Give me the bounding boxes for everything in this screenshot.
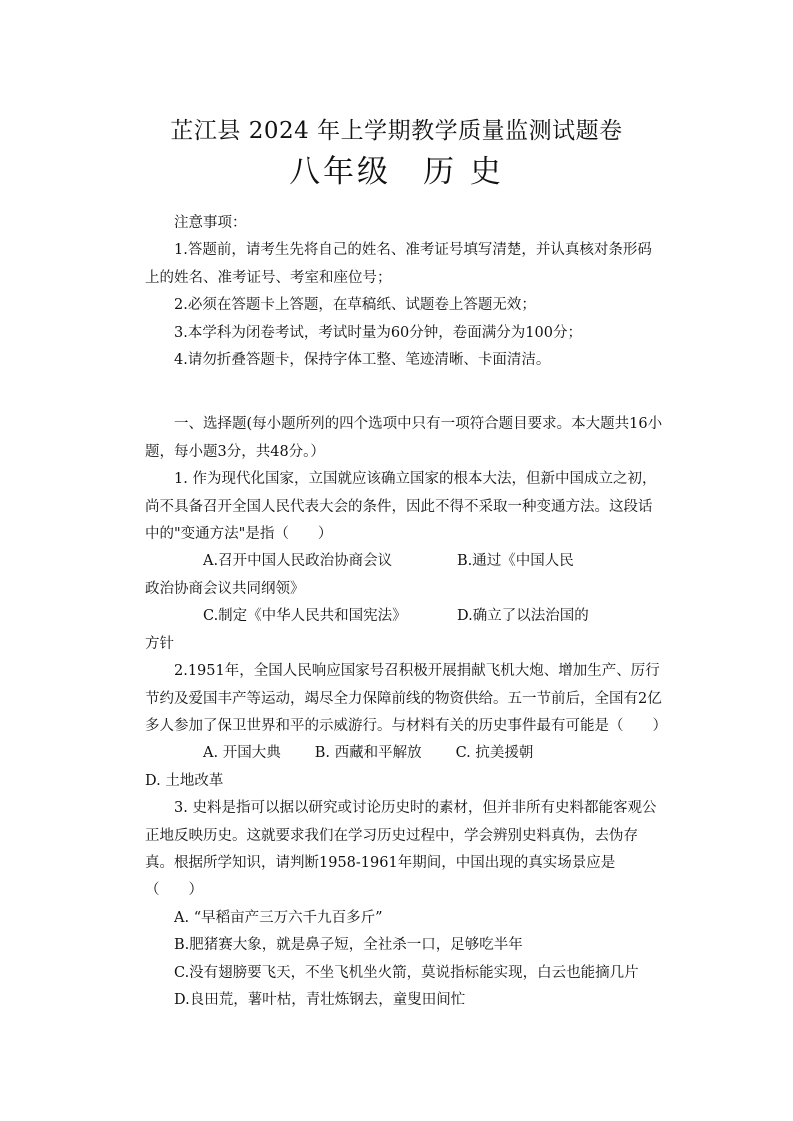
option-b-continued: 政治协商会议共同纲领》 [145, 580, 305, 597]
option-d: D. 土地改革 [145, 772, 224, 789]
notes-heading: 注意事项： [174, 215, 247, 231]
grade-label: 八年级 [289, 154, 392, 190]
option-c: C.没有翅膀要飞天，不坐飞机坐火箭，莫说指标能实现，白云也能摘几片 [174, 964, 639, 981]
question-2-options [145, 740, 665, 767]
option-c: C.制定《中华人民共和国宪法》 [203, 608, 407, 625]
question-3-stem: 3. 史料是指可以据以研究或讨论历史时的素材，但并非所有史料都能客观公正地反映历史。这就要求我们在学习历史过程中，学会辨别史料真伪，去伪存真。根据所学知识，请判断1958-1961年期间，中国出现的真实场景应是（ ） [145, 800, 657, 899]
exam-title: 芷江县 2024 年上学期教学质量监测试题卷 [170, 118, 623, 144]
option-b: B.肥猪赛大象，就是鼻子短，全社杀一口，足够吃半年 [174, 937, 523, 954]
subject-label: 历 史 [423, 154, 504, 190]
option-d-continued: 方针 [145, 635, 174, 652]
option-b: B. 西藏和平解放 [314, 745, 422, 762]
exam-content [145, 210, 665, 1014]
note-item: 3.本学科为闭卷考试，考试时量为60分钟，卷面满分为100分； [174, 324, 582, 341]
option-b: B.通过《中国人民 [457, 553, 574, 570]
option-a: A. “早稻亩产三万六千九百多斤” [174, 909, 383, 926]
section-heading: 一、选择题(每小题所列的四个选项中只有一项符合题目要求。本大题共16小题，每小题3分，共48分。） [145, 416, 663, 460]
option-c: C. 抗美援朝 [455, 745, 534, 762]
note-item: 4.请勿折叠答题卡，保持字体工整、笔迹清晰、卡面清洁。 [174, 352, 551, 369]
question-1-options-ab [145, 548, 665, 575]
note-item: 2.必须在答题卡上答题，在草稿纸、试题卷上答题无效； [174, 297, 536, 314]
question-1-options-cd [145, 603, 665, 630]
option-a: A.召开中国人民政治协商会议 [203, 553, 393, 570]
question-2-stem: 2.1951年，全国人民响应国家号召积极开展捐献飞机大炮、增加生产、厉行节约及爱国丰产等运动，竭尽全力保障前线的物资供给。五一节前后，全国有2亿多人参加了保卫世界和平的示威游行。与材料有关的历史事件最有可能是（ ） [145, 663, 667, 734]
grade-subject-heading [0, 146, 793, 191]
option-d: D.确立了以法治国的 [457, 608, 589, 625]
option-a: A. 开国大典 [203, 745, 281, 762]
option-d: D.良田荒，薯叶枯，青壮炼钢去，童叟田间忙 [174, 991, 466, 1008]
note-item: 1.答题前，请考生先将自己的姓名、准考证号填写清楚，并认真核对条形码上的姓名、准考证号、考室和座位号； [145, 242, 652, 286]
question-1-stem: 1. 作为现代化国家，立国就应该确立国家的根本大法，但新中国成立之初，尚不具备召开全国人民代表大会的条件，因此不得不采取一种变通方法。这段话中的"变通方法"是指（ ） [145, 471, 657, 543]
